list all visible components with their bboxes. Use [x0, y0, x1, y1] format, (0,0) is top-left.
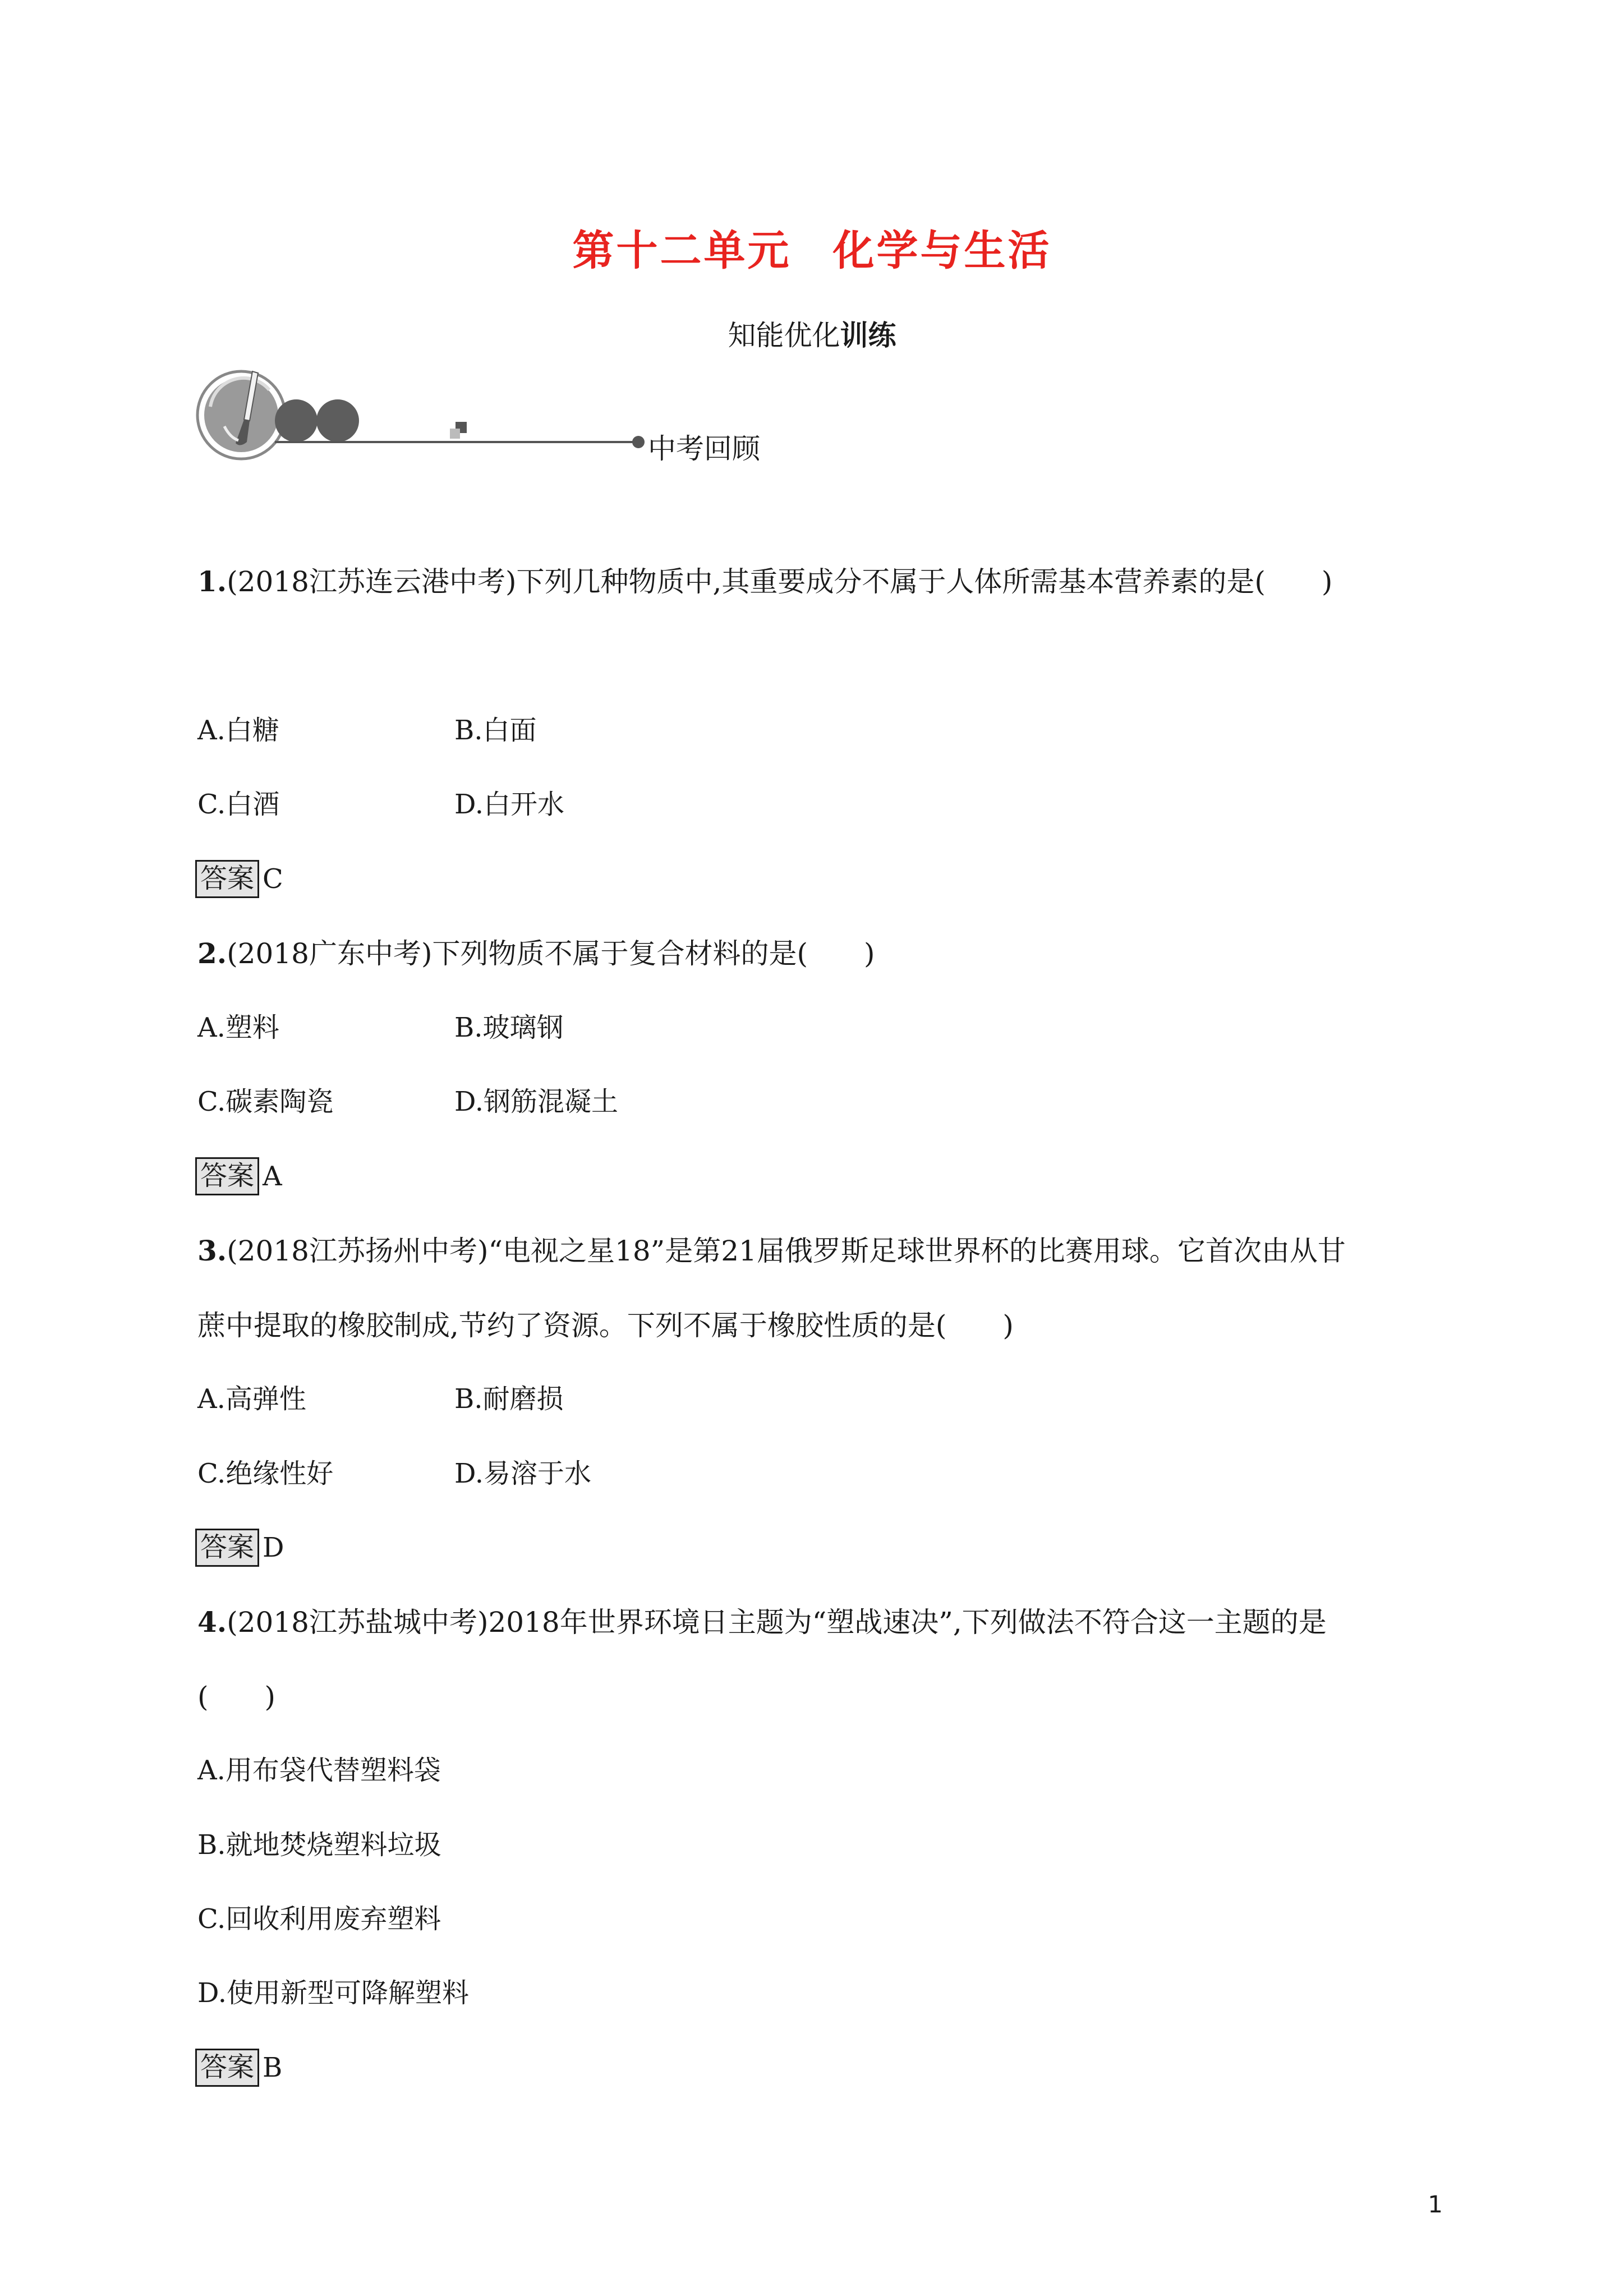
answer-label: 答案 [195, 2049, 259, 2087]
option-c: C.回收利用废弃塑料 [197, 1903, 441, 1935]
question-number: 2. [197, 937, 227, 970]
unit-title [0, 218, 1624, 277]
option-a: A.白糖 [197, 715, 279, 746]
section-banner-graphic [191, 359, 808, 488]
option-d: D.易溶于水 [454, 1458, 592, 1489]
answer-label: 答案 [195, 1157, 259, 1195]
question-number: 3. [197, 1234, 227, 1267]
section-label: 中考回顾 [648, 432, 760, 465]
question-3 [197, 1234, 1346, 1267]
answer-value: A [263, 1161, 282, 1192]
option-b: B.就地焚烧塑料垃圾 [197, 1829, 441, 1861]
question-1 [197, 565, 1333, 598]
unit-topic: 化学与生活 [832, 227, 1052, 275]
section-header [191, 359, 808, 488]
option-c: C.碳素陶瓷 [197, 1086, 334, 1117]
answer-value: B [263, 2052, 283, 2083]
option-d: D.使用新型可降解塑料 [197, 1977, 470, 2009]
bullet-dot-icon [632, 436, 645, 448]
question-stem: (2018江苏盐城中考)2018年世界环境日主题为“塑战速决”,下列做法不符合这一主题的是 [227, 1606, 1327, 1639]
option-d: D.钢筋混凝土 [454, 1086, 619, 1117]
option-a: A.塑料 [197, 1012, 279, 1043]
option-b: B.白面 [454, 715, 537, 746]
unit-number: 第十二单元 [572, 227, 792, 275]
option-b: B.玻璃钢 [454, 1012, 564, 1043]
answer-2 [195, 1157, 282, 1195]
answer-3 [195, 1529, 284, 1567]
question-2 [197, 937, 875, 970]
question-3-line2: 蔗中提取的橡胶制成,节约了资源。下列不属于橡胶性质的是( ) [197, 1309, 1014, 1342]
question-number: 1. [197, 565, 227, 598]
option-a: A.用布袋代替塑料袋 [197, 1755, 441, 1786]
subtitle-bold: 训练 [840, 319, 896, 352]
answer-value: C [263, 863, 283, 895]
answer-label: 答案 [195, 1529, 259, 1567]
answer-value: D [263, 1532, 284, 1563]
page-number: 1 [1428, 2191, 1443, 2218]
question-stem: (2018江苏扬州中考)“电视之星18”是第21届俄罗斯足球世界杯的比赛用球。它首次由从甘 [227, 1235, 1346, 1267]
brush-badge-icon [197, 371, 285, 459]
option-b: B.耐磨损 [454, 1383, 564, 1415]
question-stem: (2018广东中考)下列物质不属于复合材料的是( ) [227, 937, 875, 970]
option-a: A.高弹性 [197, 1383, 306, 1415]
option-d: D.白开水 [454, 789, 565, 820]
option-c: C.白酒 [197, 789, 280, 820]
question-4 [197, 1605, 1327, 1639]
answer-4 [195, 2049, 282, 2087]
subtitle-plain: 知能优化 [728, 319, 840, 352]
dot-icon [275, 399, 318, 442]
dot-icon [316, 399, 359, 442]
page-subtitle [0, 313, 1624, 353]
question-stem: (2018江苏连云港中考)下列几种物质中,其重要成分不属于人体所需基本营养素的是( ) [227, 565, 1333, 598]
answer-label: 答案 [195, 860, 259, 898]
question-4-line2: ( ) [197, 1681, 276, 1713]
square-marker-icon [450, 429, 460, 439]
answer-1 [195, 860, 283, 898]
question-number: 4. [197, 1605, 227, 1639]
option-c: C.绝缘性好 [197, 1458, 334, 1489]
